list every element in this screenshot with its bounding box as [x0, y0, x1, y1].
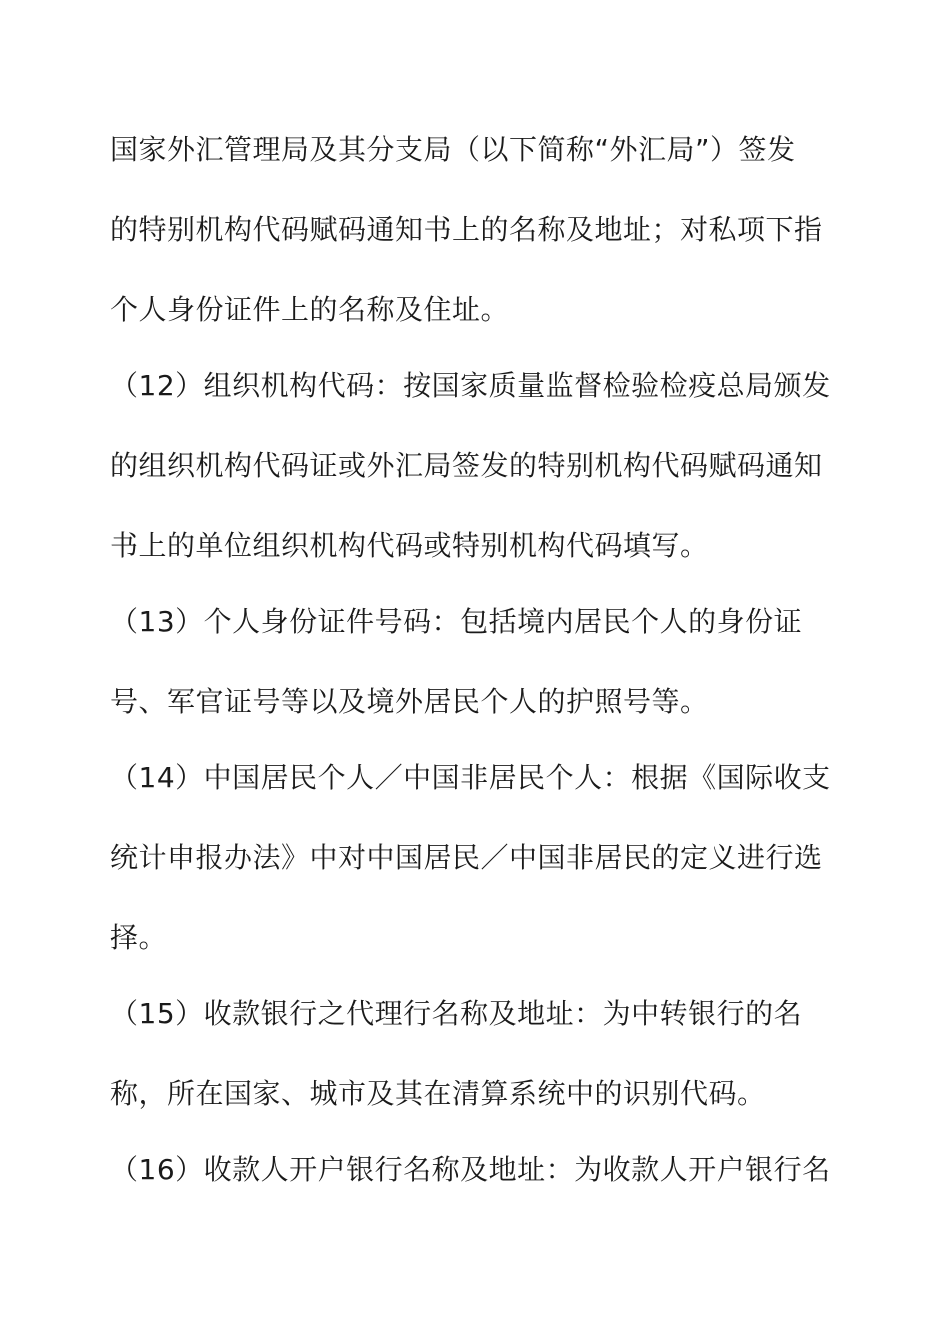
- text-line-4: （12）组织机构代码：按国家质量监督检验检疫总局颁发: [110, 369, 831, 402]
- text-line-8: 号、军官证号等以及境外居民个人的护照号等。: [110, 685, 709, 718]
- text-line-1: 国家外汇管理局及其分支局（以下简称“外汇局”）签发: [110, 133, 796, 166]
- text-line-5: 的组织机构代码证或外汇局签发的特别机构代码赋码通知: [110, 449, 823, 482]
- text-line-13: 称，所在国家、城市及其在清算系统中的识别代码。: [110, 1077, 766, 1110]
- text-line-11: 择。: [110, 921, 168, 954]
- text-line-2: 的特别机构代码赋码通知书上的名称及地址；对私项下指: [110, 213, 823, 246]
- text-line-14: （16）收款人开户银行名称及地址：为收款人开户银行名: [110, 1153, 831, 1186]
- text-line-7: （13）个人身份证件号码：包括境内居民个人的身份证: [110, 605, 803, 638]
- text-line-6: 书上的单位组织机构代码或特别机构代码填写。: [110, 529, 709, 562]
- text-line-10: 统计申报办法》中对中国居民／中国非居民的定义进行选: [110, 841, 823, 874]
- text-line-9: （14）中国居民个人／中国非居民个人：根据《国际收支: [110, 761, 831, 794]
- text-line-3: 个人身份证件上的名称及住址。: [110, 293, 510, 326]
- text-line-12: （15）收款银行之代理行名称及地址：为中转银行的名: [110, 997, 803, 1030]
